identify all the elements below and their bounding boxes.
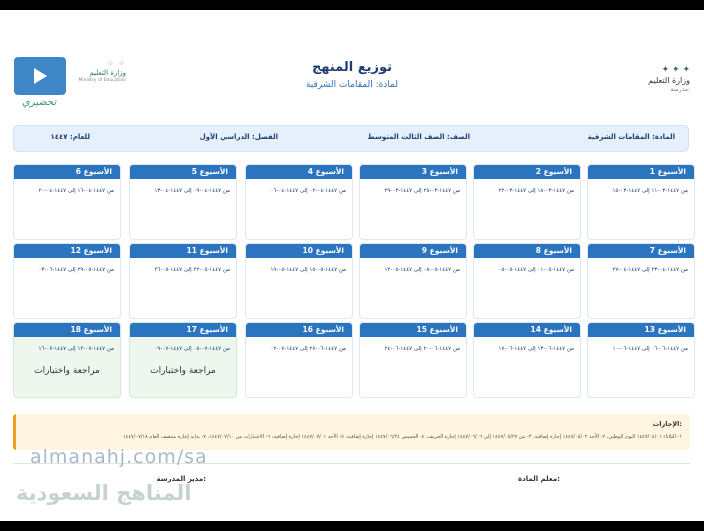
week-dates: من ١٤٤٧-٠٥-١٥ إلى ١٤٤٧-٠٥-١٩ (270, 267, 346, 273)
week-dates: من ١٤٤٧-٠٥-٠٨ إلى ١٤٤٧-٠٥-١٢ (384, 267, 460, 273)
week-label: الأسبوع 16 (246, 323, 352, 337)
week-label: الأسبوع 11 (130, 244, 236, 258)
week-dates: من ١٤٤٧-٠٣-٢٥ إلى ١٤٤٧-٠٣-٢٩ (384, 188, 460, 194)
watermark-url: almanahj.com/sa (30, 446, 208, 468)
week-dates: من ١٤٤٧-٠٤-٠٩ إلى ١٤٤٧-٠٤-١٣ (154, 188, 230, 194)
week-card (359, 164, 467, 240)
week-dates: من ١٤٤٧-٠٥-٢٢ إلى ١٤٤٧-٠٥-٢٦ (154, 267, 230, 273)
week-card (13, 322, 121, 398)
week-card (129, 322, 237, 398)
week-dates: من ١٤٤٧-٠٤-١٦ إلى ١٤٤٧-٠٤-٢٠ (38, 188, 114, 194)
kingdom-emblem-icon: ✦ ✦ ✦ (661, 65, 690, 75)
week-dates: من ١٤٤٧-٠٧-٠٥ إلى ١٤٤٧-٠٧-٠٩ (154, 346, 230, 352)
week-dates: من ١٤٤٧-٠٣-١٨ إلى ١٤٤٧-٠٣-٢٢ (498, 188, 574, 194)
week-card (129, 243, 237, 319)
brand-name: تحضيري (22, 97, 57, 108)
week-label: الأسبوع 9 (360, 244, 466, 258)
week-label: الأسبوع 15 (360, 323, 466, 337)
week-label: الأسبوع 13 (588, 323, 694, 337)
principal-signature-label: مدير المدرسة: (156, 475, 206, 483)
week-dates: من ١٤٤٧-٠٦-٢٠ إلى ١٤٤٧-٠٦-٢٤ (384, 346, 460, 352)
holidays-text: ١- الثلاثاء ١٤٤٧/٠٤/٠١ اليوم الوطني، ٢- الأحد ١٤٤٧/٠٥/٠٢ إجازة إضافية، ٣- من ١٤٤٧/٠٥/٢٧ إلى ١٤٤٧/٠٦/٠٦ إجازة الخريف، ٤- الخميس ١٤٤٧/٠٦/٢٤ إجازة إضافية، ٥- الأحد ١٤٤٧/٠٧/٠١ إجازة إضافية، ٦- الاختبارات من ١٤٤٧/٠٧/١٠، ٧- بداية إجازة منتصف العام ١٤٤٧/٠٧/١٨ (122, 434, 682, 440)
holidays-title: الإجازات: (652, 420, 682, 428)
week-label: الأسبوع 6 (14, 165, 120, 179)
week-dates: من ١٤٤٧-٠٣-١١ إلى ١٤٤٧-٠٣-١٥ (612, 188, 688, 194)
week-card (129, 164, 237, 240)
week-card (587, 164, 695, 240)
page-subtitle: لمادة: المقامات الشرقية (305, 80, 399, 90)
week-label: الأسبوع 1 (588, 165, 694, 179)
week-label: الأسبوع 12 (14, 244, 120, 258)
week-label: الأسبوع 3 (360, 165, 466, 179)
ministry-name-left: وزارة التعليم (89, 69, 126, 78)
week-note: مراجعة واختبارات (150, 366, 216, 376)
week-note: مراجعة واختبارات (34, 366, 100, 376)
info-subject: المادة: المقامات الشرقية (587, 133, 675, 141)
week-card (13, 164, 121, 240)
week-card (245, 243, 353, 319)
ministry-name: وزارة التعليم (648, 76, 690, 85)
info-grade: الصف: الصف الثالث المتوسط (367, 133, 470, 141)
week-card (245, 164, 353, 240)
info-year: للعام: ١٤٤٧ (50, 133, 90, 141)
week-dates: من ١٤٤٧-٠٤-٠٢ إلى ١٤٤٧-٠٤-٠٦ (270, 188, 346, 194)
kingdom-logo (630, 65, 690, 93)
week-dates: من ١٤٤٧-٠٦-٠٦ إلى ١٤٤٧-٠٦-١٠ (612, 346, 688, 352)
teacher-signature-label: معلم المادة: (518, 475, 560, 483)
week-card (473, 164, 581, 240)
week-card (473, 243, 581, 319)
info-term: الفصل: الدراسي الأول (199, 133, 278, 141)
week-card (359, 322, 467, 398)
week-dates: من ١٤٤٧-٠٦-٢٧ إلى ١٤٤٧-٠٧-٠٢ (270, 346, 346, 352)
week-label: الأسبوع 8 (474, 244, 580, 258)
week-label: الأسبوع 7 (588, 244, 694, 258)
week-dates: من ١٤٤٧-٠٧-١٢ إلى ١٤٤٧-٠٧-١٦ (38, 346, 114, 352)
week-dates: من ١٤٤٧-٠٦-١٣ إلى ١٤٤٧-٠٦-١٧ (498, 346, 574, 352)
info-bar (13, 125, 689, 152)
week-card (473, 322, 581, 398)
school-label: مدرسة: (670, 86, 690, 93)
holidays-box (13, 414, 690, 450)
divider (350, 463, 690, 464)
week-card (587, 243, 695, 319)
week-card (587, 322, 695, 398)
week-label: الأسبوع 17 (130, 323, 236, 337)
week-dates: من ١٤٤٧-٠٥-٢٩ إلى ١٤٤٧-٠٦-٠٣ (38, 267, 114, 273)
week-dates: من ١٤٤٧-٠٥-٠١ إلى ١٤٤٧-٠٥-٠٥ (498, 267, 574, 273)
week-label: الأسبوع 10 (246, 244, 352, 258)
watermark-name: المناهج السعودية (16, 481, 192, 505)
week-card (245, 322, 353, 398)
week-card (13, 243, 121, 319)
week-label: الأسبوع 2 (474, 165, 580, 179)
week-label: الأسبوع 18 (14, 323, 120, 337)
ministry-name-left-en: Ministry of Education (78, 78, 126, 84)
ministry-dots-icon: ⁘ ⁘ (107, 59, 126, 68)
week-label: الأسبوع 5 (130, 165, 236, 179)
page (0, 10, 704, 521)
week-dates: من ١٤٤٧-٠٤-٢٣ إلى ١٤٤٧-٠٤-٢٧ (612, 267, 688, 273)
week-card (359, 243, 467, 319)
page-title: توزيع المنهج (311, 60, 393, 75)
week-label: الأسبوع 14 (474, 323, 580, 337)
week-label: الأسبوع 4 (246, 165, 352, 179)
